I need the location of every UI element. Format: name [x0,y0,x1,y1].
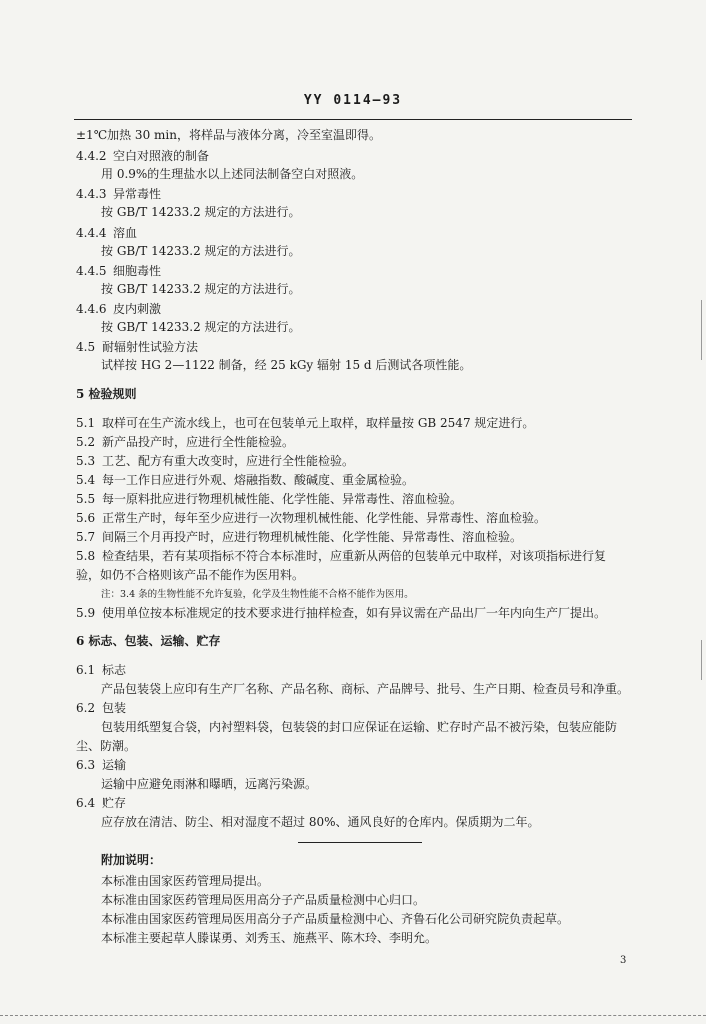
clause-number: 5.9 [76,606,96,620]
section-title: 标志 [102,663,127,677]
paragraph-4-4-6: 按 GB/T 14233.2 规定的方法进行。 [101,320,301,334]
section-number: 6.2 [76,701,96,715]
heading-6-4 [76,795,126,811]
clause-5-6 [76,510,546,526]
clause-text: 检查结果，若有某项指标不符合本标准时，应重新从两倍的包装单元中取样，对该项指标进行复 [102,549,607,563]
clause-number: 5.6 [76,511,96,525]
clause-5-2 [76,434,294,450]
heading-6-3 [76,757,126,773]
section-number: 4.4.3 [76,187,107,201]
chapter-6-title: 6 标志、包装、运输、贮存 [76,634,221,648]
clause-5-8-cont: 验，如仍不合格则该产品不能作为医用料。 [76,568,305,582]
heading-6-1 [76,662,126,678]
appendix-title: 附加说明： [101,853,162,867]
scan-edge-mark [701,640,702,680]
paragraph-4-5: 试样按 HG 2—1122 制备，经 25 kGy 辐射 15 d 后测试各项性能。 [101,358,472,372]
appendix-line: 本标准主要起草人滕谋勇、刘秀玉、施燕平、陈木玲、李明允。 [101,931,438,945]
appendix-line: 本标准由国家医药管理局提出。 [101,874,270,888]
header-rule [74,119,632,120]
clause-text: 取样可在生产流水线上，也可在包装单元上取样，取样量按 GB 2547 规定进行。 [102,416,535,430]
section-number: 4.5 [76,340,96,354]
clause-5-3 [76,453,354,469]
section-title: 贮存 [102,796,127,810]
scan-bottom-edge [0,1015,706,1024]
appendix-line: 本标准由国家医药管理局医用高分子产品质量检测中心、齐鲁石化公司研究院负责起草。 [101,912,570,926]
paragraph-6-2: 包装用纸塑复合袋，内衬塑料袋，包装袋的封口应保证在运输、贮存时产品不被污染，包装应能防 [101,720,618,734]
paragraph-6-1: 产品包装袋上应印有生产厂名称、产品名称、商标、产品牌号、批号、生产日期、检查员号和净重。 [101,682,630,696]
clause-5-5 [76,491,462,507]
paragraph-6-2-cont: 尘、防潮。 [76,739,137,753]
section-title: 溶血 [113,226,138,240]
section-number: 6.4 [76,796,96,810]
section-title: 空白对照液的制备 [113,149,210,163]
clause-number: 5.3 [76,454,96,468]
clause-5-1 [76,415,534,431]
section-number: 4.4.2 [76,149,107,163]
standard-header: YY 0114—93 [303,93,403,108]
heading-6-2 [76,700,126,716]
appendix-separator [298,842,422,843]
clause-text: 每一原料批应进行物理机械性能、化学性能、异常毒性、溶血检验。 [102,492,463,506]
chapter-5-title: 5 检验规则 [76,387,137,401]
heading-4-4-6 [76,301,161,317]
clause-text: 正常生产时，每年至少应进行一次物理机械性能、化学性能、异常毒性、溶血检验。 [102,511,547,525]
paragraph-4-4-3: 按 GB/T 14233.2 规定的方法进行。 [101,205,301,219]
heading-4-4-2 [76,148,209,164]
clause-number: 5.4 [76,473,96,487]
clause-number: 5.7 [76,530,96,544]
section-title: 耐辐射性试验方法 [102,340,199,354]
page-number: 3 [620,955,627,966]
paragraph-4-4-2: 用 0.9%的生理盐水以上述同法制备空白对照液。 [101,167,364,181]
section-title: 皮内刺激 [113,302,162,316]
paragraph-6-3: 运输中应避免雨淋和曝晒，远离污染源。 [101,777,318,791]
clause-text: 使用单位按本标准规定的技术要求进行抽样检查，如有异议需在产品出厂一年内向生产厂提出。 [102,606,607,620]
section-number: 6.1 [76,663,96,677]
clause-5-4 [76,472,414,488]
note: 注：3.4 条的生物性能不允许复验，化学及生物性能不合格不能作为医用。 [101,589,414,600]
section-title: 异常毒性 [113,187,162,201]
heading-4-4-4 [76,225,137,241]
heading-4-5 [76,339,198,355]
section-number: 4.4.5 [76,264,107,278]
clause-number: 5.5 [76,492,96,506]
heading-4-4-5 [76,263,161,279]
paragraph-6-4: 应存放在清洁、防尘、相对湿度不超过 80%、通风良好的仓库内。保质期为二年。 [101,815,540,829]
line-continuation: ±1℃加热 30 min，将样品与液体分离，冷至室温即得。 [76,128,381,142]
paragraph-4-4-4: 按 GB/T 14233.2 规定的方法进行。 [101,244,301,258]
clause-5-7 [76,529,522,545]
clause-text: 间隔三个月再投产时，应进行物理机械性能、化学性能、异常毒性、溶血检验。 [102,530,523,544]
clause-number: 5.1 [76,416,96,430]
heading-4-4-3 [76,186,161,202]
section-title: 包装 [102,701,127,715]
clause-number: 5.2 [76,435,96,449]
appendix-line: 本标准由国家医药管理局医用高分子产品质量检测中心归口。 [101,893,426,907]
clause-number: 5.8 [76,549,96,563]
clause-text: 新产品投产时，应进行全性能检验。 [102,435,295,449]
clause-text: 每一工作日应进行外观、熔融指数、酸碱度、重金属检验。 [102,473,415,487]
clause-5-9 [76,605,606,621]
clause-5-8 [76,548,606,564]
section-number: 4.4.4 [76,226,107,240]
section-title: 运输 [102,758,127,772]
section-number: 4.4.6 [76,302,107,316]
paragraph-4-4-5: 按 GB/T 14233.2 规定的方法进行。 [101,282,301,296]
section-title: 细胞毒性 [113,264,162,278]
section-number: 6.3 [76,758,96,772]
clause-text: 工艺、配方有重大改变时，应进行全性能检验。 [102,454,355,468]
scan-edge-mark [701,300,702,360]
